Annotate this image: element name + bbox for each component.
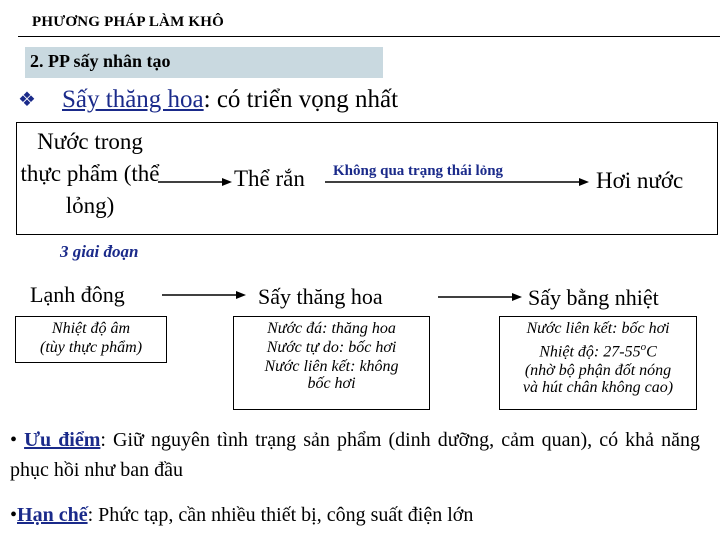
stage-detail-sublimation bbox=[233, 316, 430, 410]
stage-title-heat-drying: Sấy bằng nhiệt bbox=[528, 285, 659, 310]
detail-line: (nhờ bộ phận đốt nóng bbox=[524, 362, 672, 380]
section-title: 2. PP sấy nhân tạo bbox=[30, 51, 171, 71]
detail-line: bốc hơi bbox=[307, 375, 356, 392]
detail-line: Nước liên kết: không bbox=[264, 358, 399, 375]
stage-title-freezing: Lạnh đông bbox=[30, 282, 125, 307]
disadvantages-text: : Phức tạp, cần nhiều thiết bị, công suất điện lớn bbox=[87, 504, 474, 526]
solid-state-label: Thể rắn bbox=[234, 166, 305, 191]
no-liquid-label: Không qua trạng thái lỏng bbox=[333, 163, 504, 179]
advantages-paragraph: • Ưu điểm: Giữ nguyên tình trạng sản phẩm (dinh dưỡng, cảm quan), có khả năng phục hồi như ban đầu bbox=[10, 429, 700, 481]
stage-detail-freezing bbox=[15, 316, 167, 363]
three-stages-label: 3 giai đoạn bbox=[60, 242, 139, 261]
arrow-stage2-to-stage3 bbox=[438, 291, 522, 303]
stage-detail-heat-drying bbox=[499, 316, 697, 410]
detail-line: (tùy thực phẩm) bbox=[39, 339, 143, 356]
bullet-line bbox=[62, 86, 398, 114]
advantages-text: : Giữ nguyên tình trạng sản phẩm (dinh dưỡng, cảm quan), có khả năng phục hồi như ban đầu bbox=[10, 429, 700, 481]
vapor-label: Hơi nước bbox=[596, 168, 684, 193]
detail-line: và hút chân không cao) bbox=[522, 379, 674, 397]
diamond-bullet-icon: ❖ bbox=[18, 89, 36, 111]
arrow-solid-to-vapor bbox=[325, 176, 589, 188]
detail-line: Nhiệt độ: 27-55$^o$C bbox=[539, 341, 657, 361]
arrow-stage1-to-stage2 bbox=[162, 289, 246, 301]
disadvantages-paragraph: •Hạn chế: Phức tạp, cần nhiều thiết bị, công suất điện lớn bbox=[10, 504, 474, 526]
disadvantages-label: Hạn chế bbox=[17, 504, 88, 526]
detail-line: Nhiệt độ âm bbox=[51, 320, 131, 337]
water-in-food-label: Nước trong thực phẩm (thể lỏng) bbox=[20, 129, 160, 218]
bullet-rest: : có triển vọng nhất bbox=[203, 86, 399, 113]
bullet-highlight: Sấy thăng hoa bbox=[62, 86, 204, 113]
header-divider bbox=[18, 36, 720, 37]
advantages-label: Ưu điểm bbox=[24, 429, 101, 451]
arrow-water-to-solid bbox=[158, 176, 232, 188]
detail-line: Nước liên kết: bốc hơi bbox=[526, 320, 670, 337]
detail-line: Nước tự do: bốc hơi bbox=[266, 339, 397, 356]
page-title: PHƯƠNG PHÁP LÀM KHÔ bbox=[32, 14, 224, 30]
detail-line: Nước đá: thăng hoa bbox=[267, 320, 396, 337]
stage-title-sublimation: Sấy thăng hoa bbox=[258, 284, 383, 309]
